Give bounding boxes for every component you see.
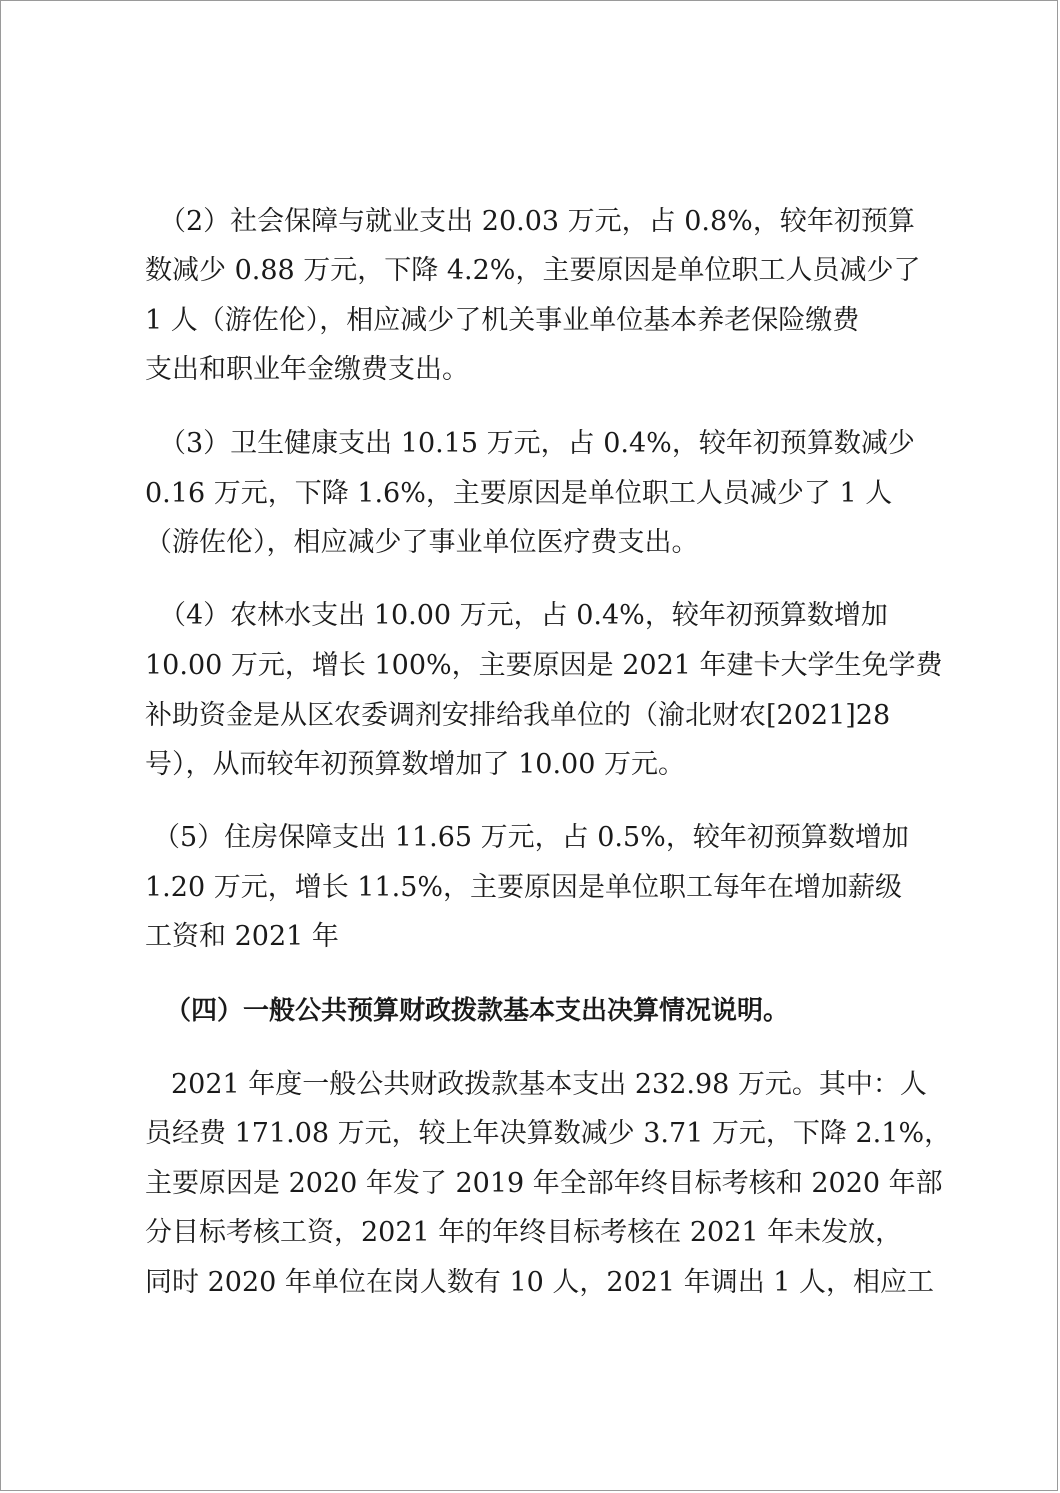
para4-line-4: 号），从而较年初预算数增加了 10.00 万元。 <box>145 749 685 780</box>
para6-line-4: 分目标考核工资，2021 年的年终目标考核在 2021 年未发放， <box>145 1217 903 1248</box>
para5-line-1: （5）住房保障支出 11.65 万元，占 0.5%，较年初预算数增加 <box>153 822 909 853</box>
para3-line-1: （3）卫生健康支出 10.15 万元，占 0.4%，较年初预算数减少 <box>159 428 915 459</box>
para2-line-1: （2）社会保障与就业支出 20.03 万元，占 0.8%，较年初预算 <box>159 206 915 237</box>
para4-line-1: （4）农林水支出 10.00 万元，占 0.4%，较年初预算数增加 <box>159 600 888 631</box>
para5-line-3: 工资和 2021 年 <box>145 921 339 952</box>
para6-line-3: 主要原因是 2020 年发了 2019 年全部年终目标考核和 2020 年部 <box>145 1168 943 1199</box>
para6-line-2: 员经费 171.08 万元，较上年决算数减少 3.71 万元，下降 2.1%， <box>145 1118 952 1149</box>
para3-line-2: 0.16 万元，下降 1.6%，主要原因是单位职工人员减少了 1 人 <box>145 478 893 509</box>
para6-line-1: 2021 年度一般公共财政拨款基本支出 232.98 万元。其中：人 <box>171 1069 927 1100</box>
para6-line-5: 同时 2020 年单位在岗人数有 10 人，2021 年调出 1 人，相应工 <box>145 1267 935 1298</box>
para2-line-2: 数减少 0.88 万元，下降 4.2%，主要原因是单位职工人员减少了 <box>145 255 921 286</box>
para4-line-2: 10.00 万元，增长 100%，主要原因是 2021 年建卡大学生免学费 <box>145 650 943 681</box>
para2-line-3: 1 人（游佐伦），相应减少了机关事业单位基本养老保险缴费 <box>145 305 860 336</box>
section-heading: （四）一般公共预算财政拨款基本支出决算情况说明。 <box>165 996 790 1026</box>
para4-line-3: 补助资金是从区农委调剂安排给我单位的（渝北财农[2021]28 <box>145 700 891 731</box>
para3-line-3: （游佐伦），相应减少了事业单位医疗费支出。 <box>145 527 699 558</box>
para2-line-4: 支出和职业年金缴费支出。 <box>145 354 469 385</box>
para5-line-2: 1.20 万元，增长 11.5%，主要原因是单位职工每年在增加薪级 <box>145 872 903 903</box>
